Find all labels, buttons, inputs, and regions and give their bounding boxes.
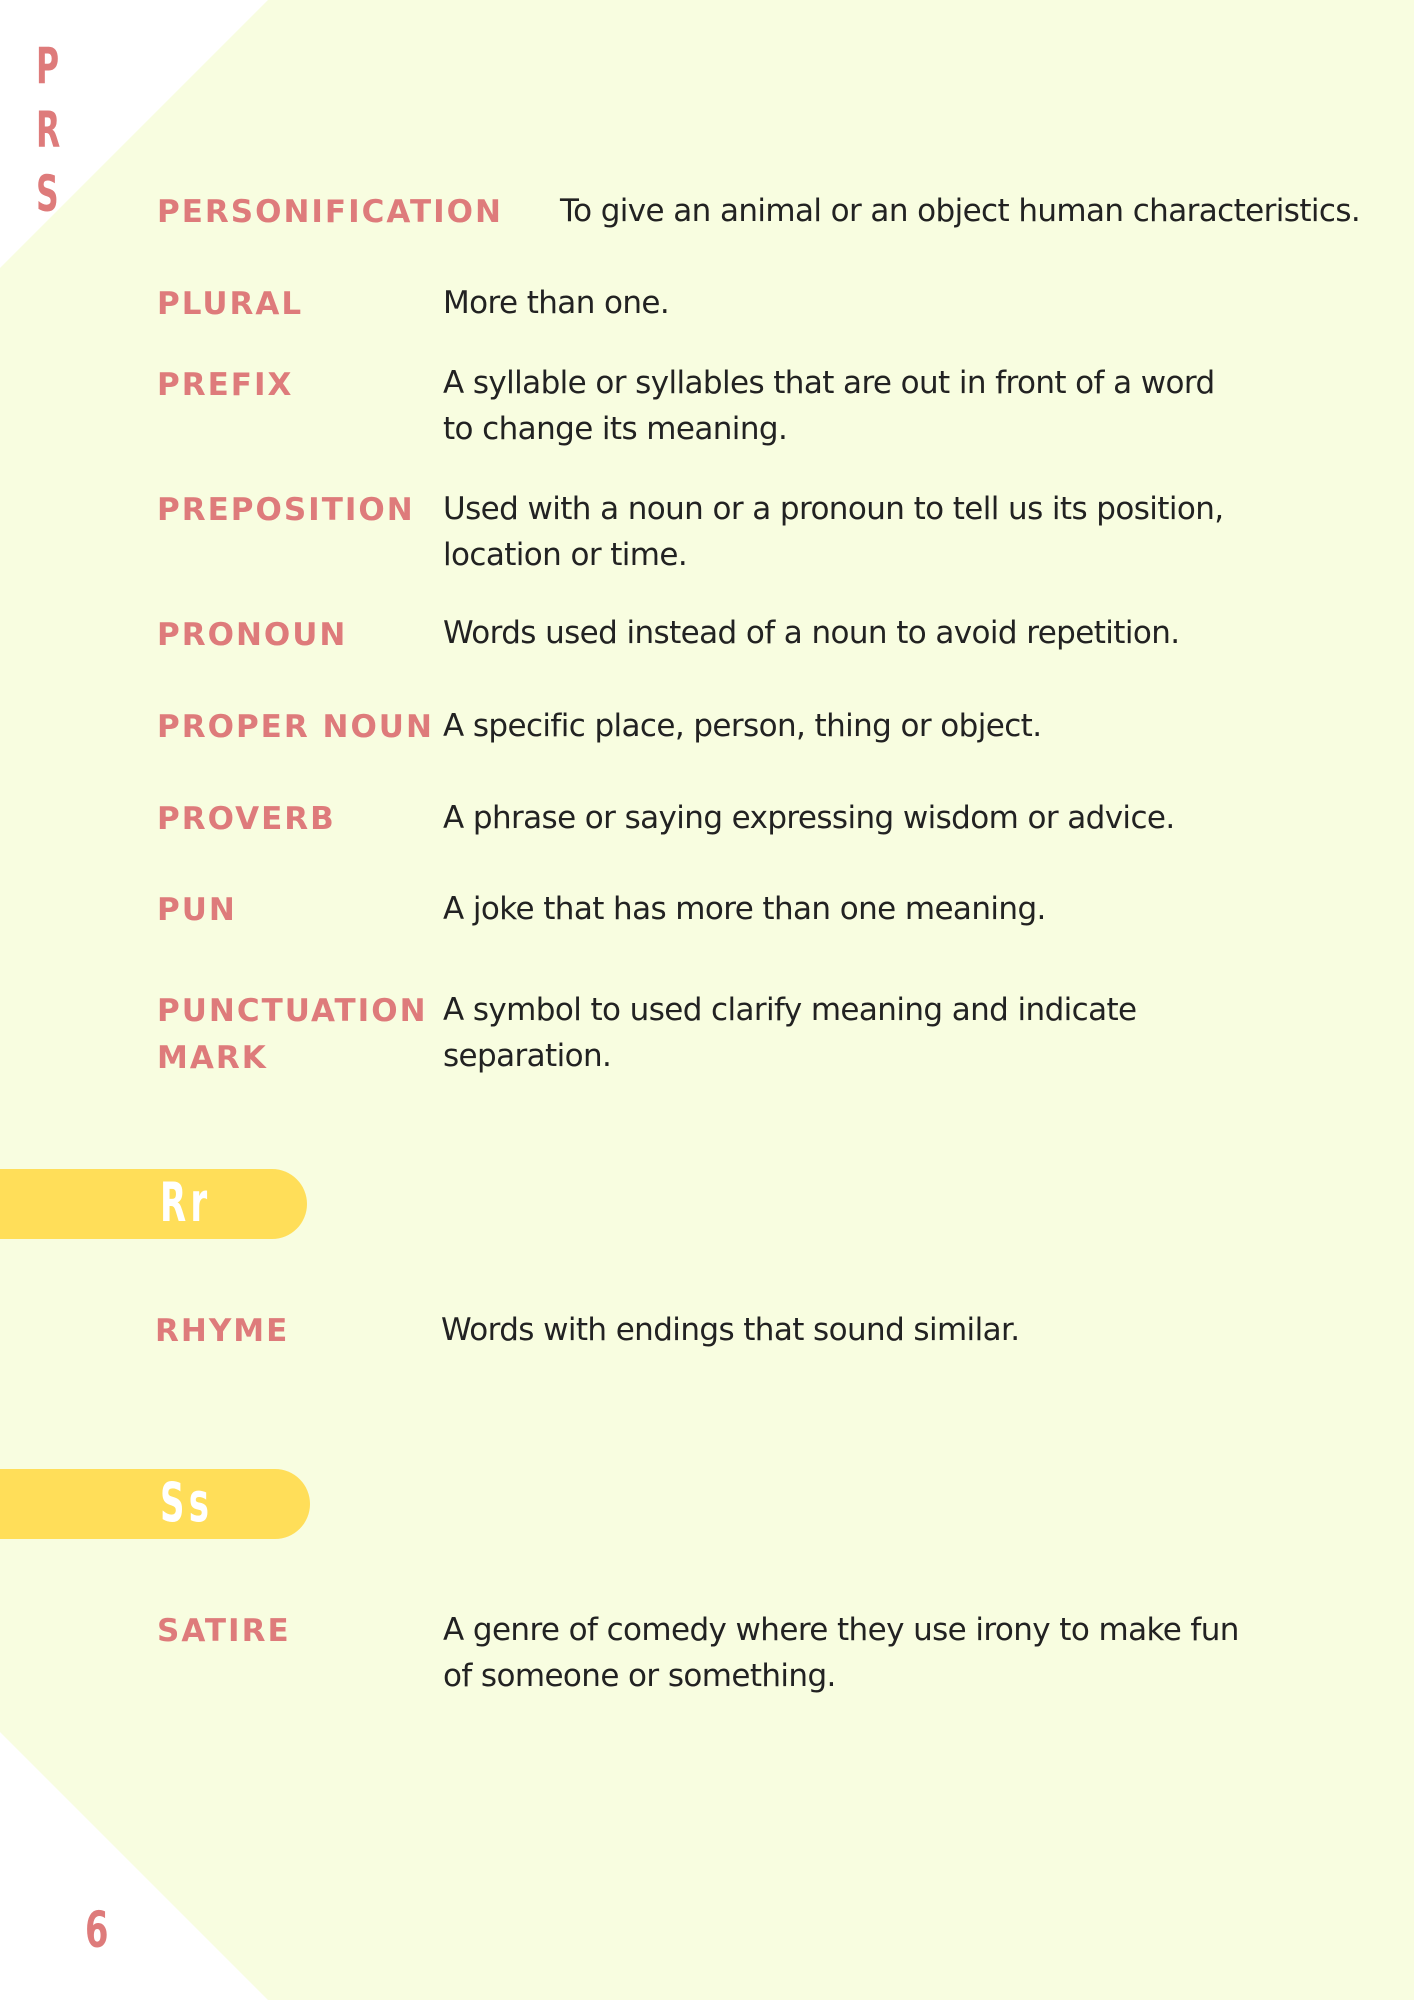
term-prefix: PREFIX <box>157 367 294 403</box>
definition-punctuation-mark: A symbol to used clarify meaning and indicate separation. <box>443 992 1137 1074</box>
definition-satire: A genre of comedy where they use irony to make fun of someone or something. <box>443 1612 1239 1694</box>
definition-proper-noun: A specific place, person, thing or object. <box>443 708 1042 744</box>
section-s-label: Ss <box>160 1471 214 1534</box>
section-r-label: Rr <box>160 1171 212 1234</box>
term-preposition: PREPOSITION <box>157 492 415 528</box>
header-letter-s: S <box>36 165 61 223</box>
term-plural: PLURAL <box>157 286 304 322</box>
term-satire: SATIRE <box>157 1613 291 1649</box>
definition-pun: A joke that has more than one meaning. <box>443 891 1046 927</box>
page-number: 6 <box>85 1901 109 1959</box>
definition-prefix: A syllable or syllables that are out in front of a word to change its meaning. <box>443 365 1215 447</box>
definition-personification: To give an animal or an object human characteristics. <box>560 193 1361 229</box>
definition-proverb: A phrase or saying expressing wisdom or advice. <box>443 800 1175 836</box>
term-personification: PERSONIFICATION <box>157 194 503 230</box>
term-punctuation-mark: PUNCTUATION MARK <box>157 993 428 1076</box>
header-letters <box>36 34 126 226</box>
section-s-banner <box>0 1469 310 1539</box>
term-pronoun: PRONOUN <box>157 617 348 653</box>
definition-rhyme: Words with endings that sound similar. <box>441 1312 1020 1348</box>
term-proper-noun: PROPER NOUN <box>157 709 434 745</box>
term-pun: PUN <box>157 892 237 928</box>
section-r-banner <box>0 1169 307 1239</box>
term-proverb: PROVERB <box>157 801 336 837</box>
definition-plural: More than one. <box>443 285 670 321</box>
definition-preposition: Used with a noun or a pronoun to tell us its position, location or time. <box>443 491 1224 573</box>
definition-pronoun: Words used instead of a noun to avoid repetition. <box>443 615 1180 651</box>
header-letter-p: P <box>36 37 61 95</box>
term-rhyme: RHYME <box>155 1313 290 1349</box>
header-letter-r: R <box>36 101 62 159</box>
